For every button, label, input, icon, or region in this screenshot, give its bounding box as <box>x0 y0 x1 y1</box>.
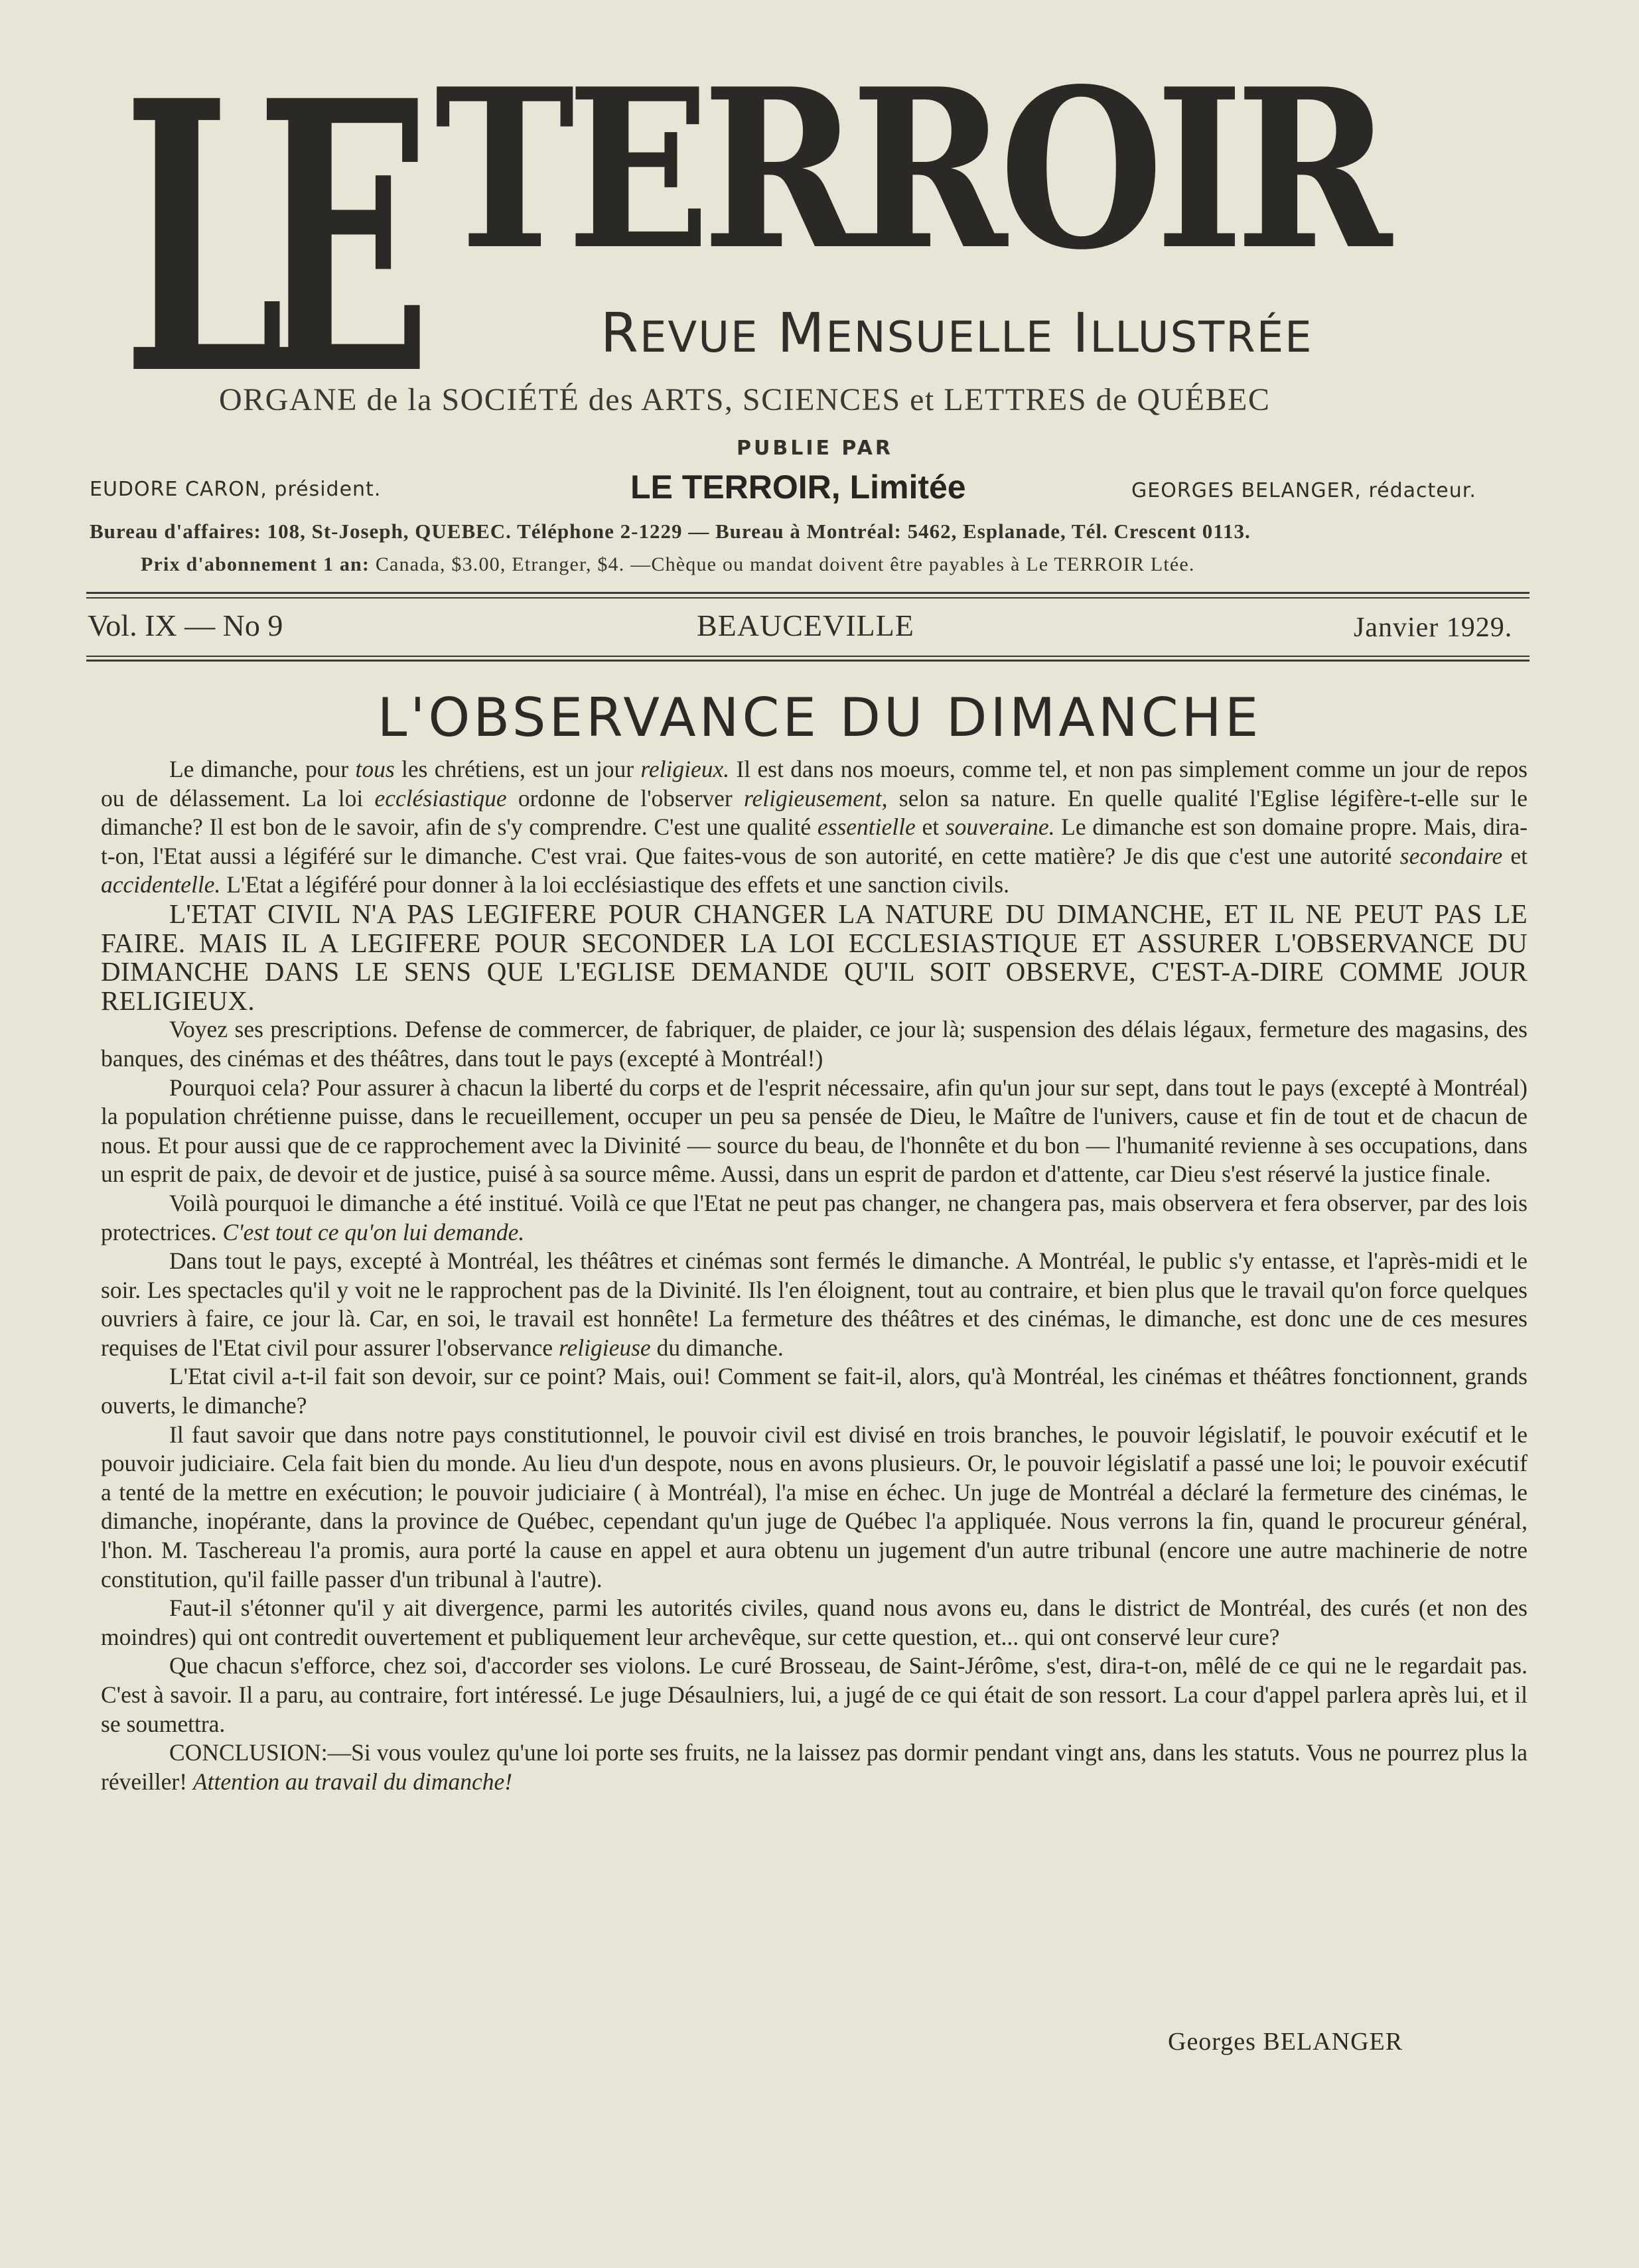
text-run: CONCLUSION:—Si vous voulez qu'une loi porte ses fruits, ne la laissez pas dormir pendant vingt ans, dans les statuts. Vous ne pourrez plus la réveiller! <box>101 1739 1528 1795</box>
text-run: Dans tout le pays, excepté à Montréal, les théâtres et cinémas sont fermés le dimanche. A Montréal, le public s'y entasse, et l'après-midi et le soir. Les spectacles qu'il y voit ne le rapprochent pas de la Divinité. Ils l'en éloignent, tout au contraire, et bien plus que le travail qu'on force quelques ouvriers à faire, ce jour là. Car, en soi, le travail est honnête! La fermeture des théâtres et des cinémas, le dimanche, est donc une de ces mesures requises de l'Etat civil pour assurer l'observance <box>101 1247 1528 1361</box>
italic-run: tous <box>355 756 395 782</box>
subtitle-cap: I <box>1072 302 1090 365</box>
president-credit: EUDORE CARON, président. <box>90 478 382 501</box>
italic-run: souveraine. <box>945 814 1055 841</box>
paragraph: Il faut savoir que dans notre pays constitutionnel, le pouvoir civil est divisé en trois branches, le pouvoir législatif, le pouvoir exécutif et le pouvoir judiciaire. Cela fait bien du monde. Au lieu d'un despote, nous en avons plusieurs. Or, le pouvoir législatif a passé une loi; le pouvoir exécutif a tenté de la mettre en exécution; le pouvoir judiciaire ( à Montréal), l'a mise en échec. Un juge de Montréal a déclaré la fermeture des cinémas, le dimanche, inopérante, dans la province de Québec, cependant qu'un juge de Québec l'a appliquée. Nous verrons la fin, quand le procureur général, l'hon. M. Taschereau l'a promis, aura porté la cause en appel et aura obtenu un jugement d'un autre tribunal (encore une autre machinerie de notre constitution, qu'il faille passer d'un tribunal à l'autre). <box>101 1421 1528 1593</box>
article-title: L'OBSERVANCE DU DIMANCHE <box>377 687 1262 748</box>
author-signature: Georges BELANGER <box>1168 2028 1403 2056</box>
paragraph <box>101 1189 1528 1247</box>
subtitle-cap: R <box>601 302 640 365</box>
italic-run: accidentelle. <box>101 871 221 898</box>
italic-run: religieusement, <box>743 784 888 812</box>
italic-run: religieux. <box>640 756 730 782</box>
top-rule-thin <box>86 597 1530 599</box>
text-run: ordonne de l'observer <box>506 784 744 812</box>
paragraph: Pourquoi cela? Pour assurer à chacun la liberté du corps et de l'esprit nécessaire, afin qu'un jour sur sept, dans tout le pays (excepté à Montréal) la population chrétienne puisse, dans le recueillement, occuper un peu sa pensée de Dieu, le Maître de l'univers, cause et fin de tout et de chacun de nous. Et pour aussi que de ce rapprochement avec la Divinité — source du beau, de l'honnête et du bon — l'humanité revienne à ses occupations, dans un esprit de paix, de devoir et de justice, puisé à sa source même. Aussi, dans un esprit de pardon et d'attente, car Dieu s'est réservé la justice finale. <box>101 1074 1528 1188</box>
text-run: Voilà pourquoi le dimanche a été institué. Voilà ce que l'Etat ne peut pas changer, ne changera pas, mais observera et fera observer, par des lois protectrices. <box>101 1189 1528 1245</box>
issue-date: Janvier 1929. <box>1354 612 1513 643</box>
issue-place: BEAUCEVILLE <box>697 608 914 642</box>
bottom-rule <box>86 660 1530 662</box>
subscription-label: Prix d'abonnement 1 an: <box>141 553 370 575</box>
organe-line: ORGANE de la SOCIÉTÉ des ARTS, SCIENCES et LETTRES de QUÉBEC <box>219 382 1271 417</box>
paragraph-caps: L'ETAT CIVIL N'A PAS LEGIFERE POUR CHANGER LA NATURE DU DIMANCHE, ET IL NE PEUT PAS LE FAIRE. MAIS IL A LEGIFERE POUR SECONDER LA LOI ECCLESIASTIQUE ET ASSURER L'OBSERVANCE DU DIMANCHE DANS LE SENS QUE L'EGLISE DEMANDE QU'IL SOIT OBSERVE, C'EST-A-DIRE COMME JOUR RELIGIEUX. <box>101 898 1528 1016</box>
bottom-rule-thin <box>86 656 1530 657</box>
masthead-le: LE <box>123 21 403 457</box>
publisher-name: LE TERROIR, Limitée <box>630 468 966 506</box>
text-run: L'Etat a légiféré pour donner à la loi ecclésiastique des effets et une sanction civils. <box>220 871 1010 898</box>
top-rule <box>86 592 1530 594</box>
subtitle-rest: LLUSTRÉE <box>1090 313 1313 362</box>
italic-run: Attention au travail du dimanche! <box>192 1768 513 1795</box>
publie-par: PUBLIE PAR <box>737 437 893 460</box>
paragraph: Que chacun s'efforce, chez soi, d'accorder ses violons. Le curé Brosseau, de Saint-Jérôme, s'est, dira-t-on, mêlé de ce qui ne le regardait pas. C'est à savoir. Il a paru, au contraire, fort intéressé. Le juge Désaulniers, lui, a jugé de ce qui était de son ressort. La cour d'appel parlera après lui, et il se soumettra. <box>101 1652 1528 1737</box>
masthead-terroir: TERROIR <box>435 40 1384 298</box>
subtitle-rest: EVUE <box>639 313 759 362</box>
italic-run: secondaire <box>1399 842 1503 869</box>
text-run: et <box>915 814 946 841</box>
italic-run: C'est tout ce qu'on lui demande. <box>222 1218 525 1245</box>
subtitle-cap: M <box>777 302 826 365</box>
editor-credit: GEORGES BELANGER, rédacteur. <box>1131 479 1476 502</box>
subtitle-rest: ENSUELLE <box>825 313 1054 362</box>
paragraph <box>101 755 1528 900</box>
italic-run: essentielle <box>817 814 916 841</box>
masthead-subtitle <box>601 302 1313 365</box>
text-run: selon sa nature. En quelle qualité l'Eglise légifère-t-elle sur le dimanche? Il est bon de le savoir, afin de s'y comprendre. C'est une qualité <box>101 784 1528 841</box>
text-run: Le dimanche est son domaine propre. Mais, dira-t-on, l'Etat aussi a légiféré sur le dimanche. C'est vrai. Que faites-vous de son autorité, en cette matière? Je dis que c'est une autorité <box>101 814 1528 869</box>
paragraph: Faut-il s'étonner qu'il y ait divergence, parmi les autorités civiles, quand nous avons eu, dans le district de Montréal, des curés (et non des moindres) qui ont contredit ouvertement et publiquement leur archevêque, sur cette question, et... qui ont conservé leur cure? <box>101 1595 1528 1650</box>
subscription-details: Canada, $3.00, Etranger, $4. —Chèque ou mandat doivent être payables à Le TERROIR Ltée. <box>375 553 1195 575</box>
office-address-line: Bureau d'affaires: 108, St-Joseph, QUEBEC. Téléphone 2-1229 — Bureau à Montréal: 5462, Esplanade, Tél. Crescent 0113. <box>90 520 1251 543</box>
paragraph: Voyez ses prescriptions. Defense de commercer, de fabriquer, de plaider, ce jour là; suspension des délais légaux, fermeture des magasins, des banques, des cinémas et des théâtres, dans tout le pays (excepté à Montréal!) <box>101 1016 1528 1072</box>
text-run: Il est dans nos moeurs, comme tel, et non pas simplement comme un jour de repos ou de délassement. La loi <box>101 756 1528 812</box>
subscription-line <box>141 553 1195 576</box>
text-run: les chrétiens, est un jour <box>394 756 641 782</box>
text-run: du dimanche. <box>650 1334 784 1361</box>
volume-number: Vol. IX — No 9 <box>88 608 283 642</box>
paragraph: L'Etat civil a-t-il fait son devoir, sur ce point? Mais, oui! Comment se fait-il, alors, qu'à Montréal, les cinémas et théâtres fonctionnent, grands ouverts, le dimanche? <box>101 1363 1528 1419</box>
paragraph <box>101 1247 1528 1362</box>
paragraph <box>101 1738 1528 1796</box>
text-run: Le dimanche, pour <box>169 756 356 782</box>
italic-run: ecclésiastique <box>374 784 507 812</box>
article-body <box>101 755 1528 1796</box>
italic-run: religieuse <box>559 1334 651 1361</box>
text-run: et <box>1502 842 1528 869</box>
